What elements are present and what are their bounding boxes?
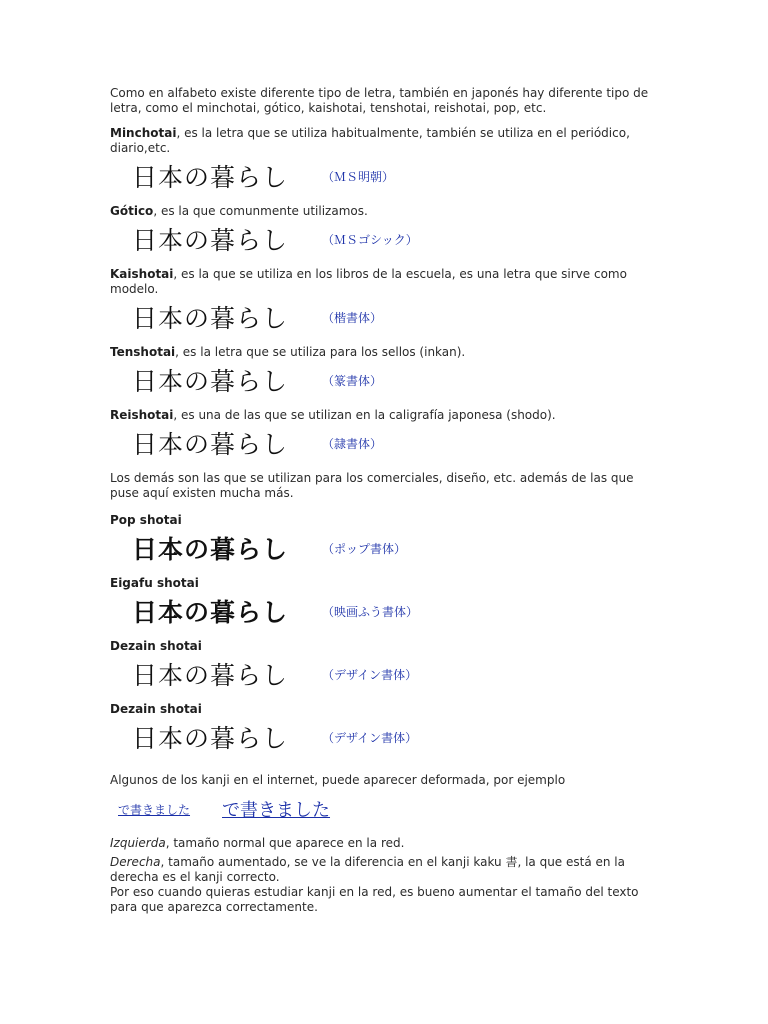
style-dezain-1 [110, 639, 655, 692]
font-tag: （映画ふう書体） [322, 604, 419, 619]
font-sample [110, 301, 655, 335]
section-desc: , es una de las que se utilizan en la caligrafía japonesa (shodo). [173, 408, 556, 422]
section-title: Minchotai [110, 126, 177, 140]
font-sample [110, 721, 655, 755]
section-kaishotai [110, 267, 655, 335]
izquierda-text: , tamaño normal que aparece en la red. [165, 836, 405, 850]
style-dezain-2 [110, 702, 655, 755]
font-tag: （デザイン書体） [322, 730, 418, 745]
sample-japanese: 日本の暮らし [132, 723, 289, 753]
style-title: Pop shotai [110, 513, 182, 527]
font-tag: （ポップ書体） [322, 541, 407, 556]
sample-japanese: 日本の暮らし [132, 597, 289, 627]
font-sample [110, 532, 655, 566]
sample-japanese: 日本の暮らし [132, 534, 289, 564]
section-tenshotai [110, 345, 655, 398]
intro-paragraph: Como en alfabeto existe diferente tipo de letra, también en japonés hay diferente tipo de letra, como el minchotai, gótico, kaishotai, tenshotai, reishotai, pop, etc. [110, 86, 649, 115]
sample-japanese: 日本の暮らし [132, 303, 289, 333]
font-tag: （ＭＳ明朝） [322, 169, 395, 184]
font-sample [110, 160, 655, 194]
section-desc: , es la letra que se utiliza para los sellos (inkan). [175, 345, 466, 359]
section-title: Kaishotai [110, 267, 174, 281]
font-tag: （楷書体） [322, 310, 383, 325]
font-tag: （隷書体） [322, 436, 383, 451]
kanji-comparison [118, 796, 655, 824]
style-title: Dezain shotai [110, 702, 202, 716]
kanji-big-link[interactable]: で書きました [222, 799, 331, 821]
sample-japanese: 日本の暮らし [132, 225, 289, 255]
sample-japanese: 日本の暮らし [132, 366, 289, 396]
others-paragraph: Los demás son las que se utilizan para los comerciales, diseño, etc. además de las que puse aquí existen mucha más. [110, 471, 634, 500]
font-tag: （デザイン書体） [322, 667, 418, 682]
font-sample [110, 595, 655, 629]
section-minchotai [110, 126, 655, 194]
style-title: Eigafu shotai [110, 576, 199, 590]
section-title: Tenshotai [110, 345, 176, 359]
style-title: Dezain shotai [110, 639, 202, 653]
kanji-intro: Algunos de los kanji en el internet, puede aparecer deformada, por ejemplo [110, 773, 566, 787]
closing-paragraph: Por eso cuando quieras estudiar kanji en la red, es bueno aumentar el tamaño del texto para que aparezca correctamente. [110, 885, 639, 914]
sample-japanese: 日本の暮らし [132, 429, 289, 459]
section-desc: , es la que comunmente utilizamos. [153, 204, 368, 218]
section-title: Reishotai [110, 408, 174, 422]
sample-japanese: 日本の暮らし [132, 162, 289, 192]
font-sample [110, 427, 655, 461]
section-title: Gótico [110, 204, 154, 218]
derecha-text: , tamaño aumentado, se ve la diferencia en el kanji kaku 書, la que está en la derecha es el kanji correcto. [110, 855, 625, 884]
sample-japanese: 日本の暮らし [132, 660, 289, 690]
font-tag: （ＭＳゴシック） [322, 232, 418, 247]
section-gotico [110, 204, 655, 257]
derecha-label: Derecha [110, 855, 161, 869]
style-eigafu [110, 576, 655, 629]
section-desc: , es la que se utiliza en los libros de la escuela, es una letra que sirve como modelo. [110, 267, 627, 296]
style-pop [110, 513, 655, 566]
izquierda-label: Izquierda [110, 836, 166, 850]
document-page [110, 86, 655, 915]
font-sample [110, 223, 655, 257]
section-reishotai [110, 408, 655, 461]
font-sample [110, 364, 655, 398]
section-desc: , es la letra que se utiliza habitualmente, también se utiliza en el periódico, diario,etc. [110, 126, 630, 155]
font-tag: （篆書体） [322, 373, 383, 388]
kanji-small-link[interactable]: で書きました [118, 802, 191, 817]
font-sample [110, 658, 655, 692]
